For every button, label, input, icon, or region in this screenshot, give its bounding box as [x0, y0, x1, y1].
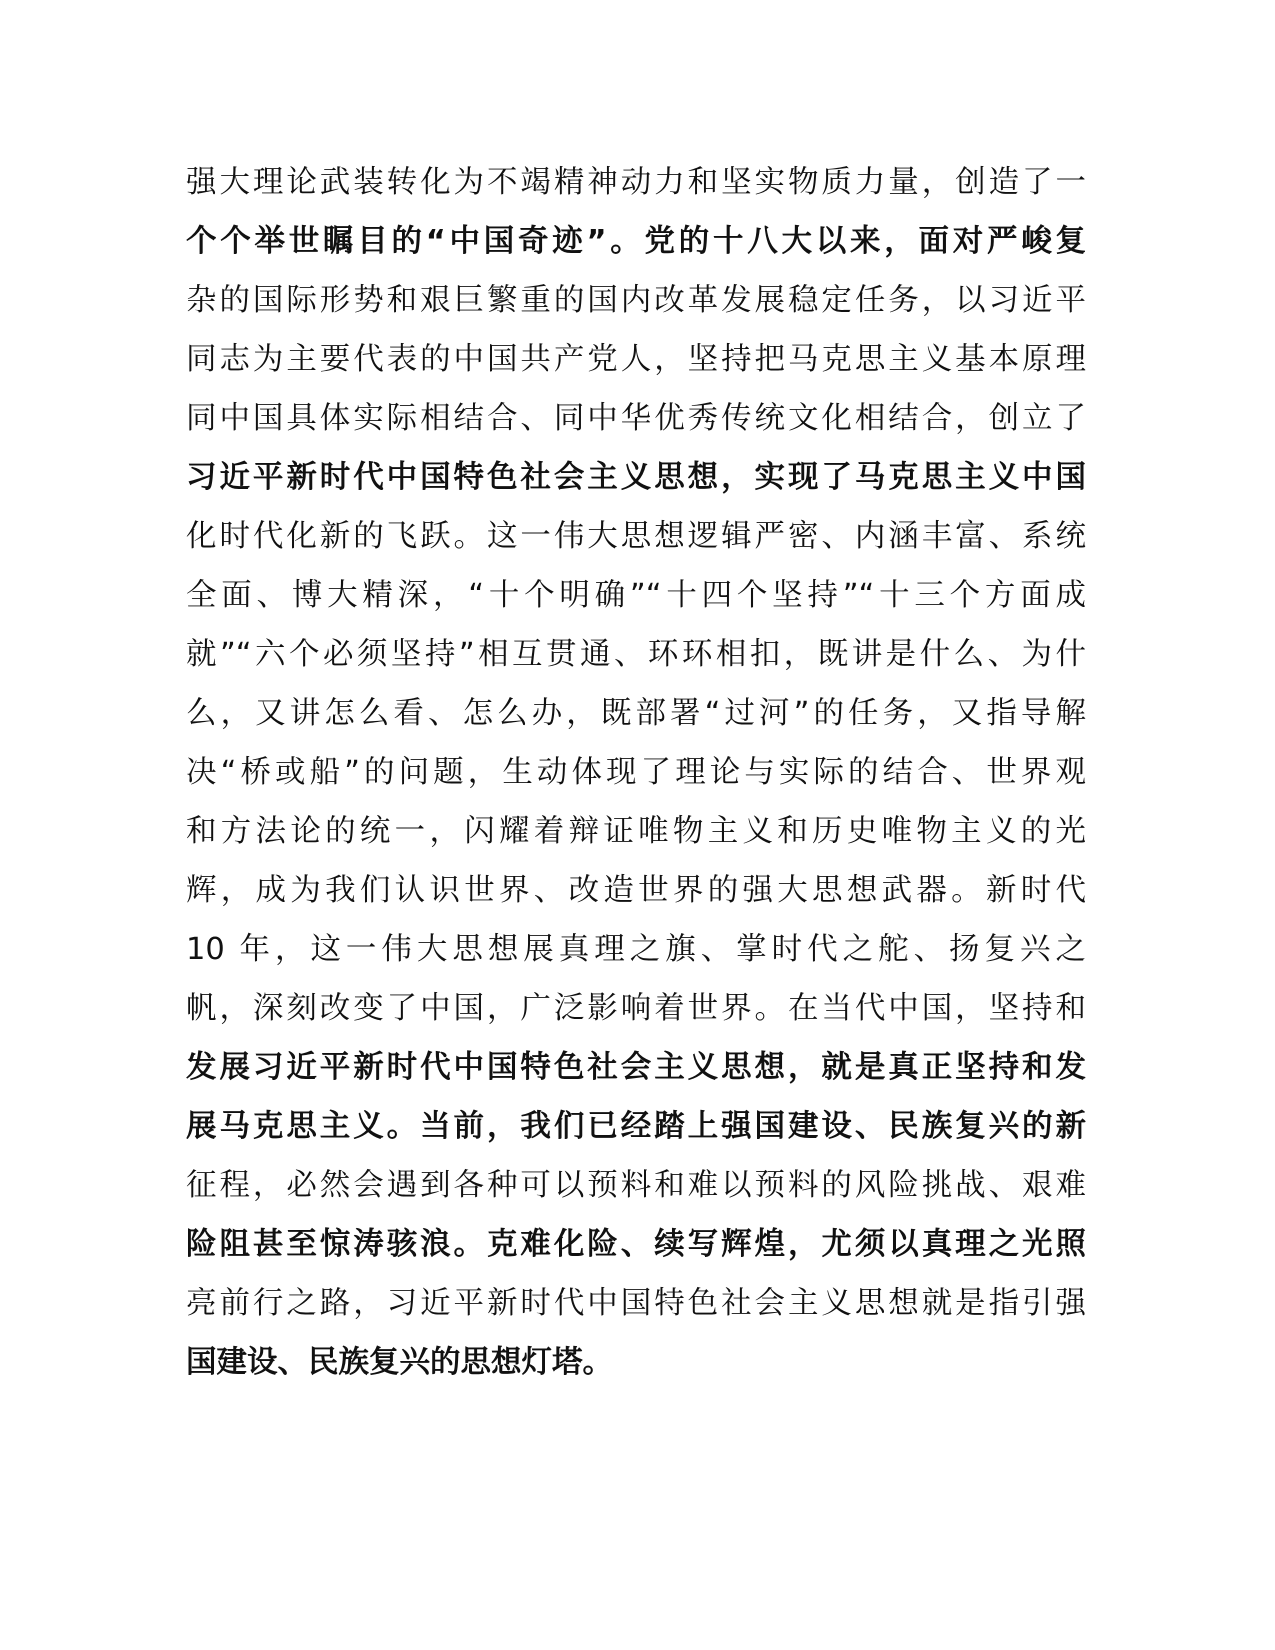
- paragraph-line: 全面、博大精深，“十个明确”“十四个坚持”“十三个方面成: [186, 578, 1086, 613]
- paragraph-line: 同志为主要代表的中国共产党人，坚持把马克思主义基本原理: [186, 342, 1086, 377]
- paragraph-line: 决“桥或船”的问题，生动体现了理论与实际的结合、世界观: [186, 755, 1086, 790]
- paragraph-line: 征程，必然会遇到各种可以预料和难以预料的风险挑战、艰难: [186, 1168, 1086, 1203]
- paragraph-line: 同中国具体实际相结合、同中华优秀传统文化相结合，创立了: [186, 401, 1086, 436]
- paragraph-line: 就”“六个必须坚持”相互贯通、环环相扣，既讲是什么、为什: [186, 637, 1086, 672]
- paragraph-line: 和方法论的统一，闪耀着辩证唯物主义和历史唯物主义的光: [186, 814, 1086, 849]
- paragraph-line: 辉，成为我们认识世界、改造世界的强大思想武器。新时代: [186, 873, 1086, 908]
- paragraph-line: 亮前行之路，习近平新时代中国特色社会主义思想就是指引强: [186, 1286, 1086, 1321]
- paragraph-line: 险阻甚至惊涛骇浪。克难化险、续写辉煌，尤须以真理之光照: [186, 1227, 1086, 1262]
- paragraph-line: 强大理论武装转化为不竭精神动力和坚实物质力量，创造了一: [186, 165, 1086, 200]
- paragraph-line: 10 年，这一伟大思想展真理之旗、掌时代之舵、扬复兴之: [186, 932, 1086, 967]
- paragraph-line: 展马克思主义。当前，我们已经踏上强国建设、民族复兴的新: [186, 1109, 1086, 1144]
- paragraph-line: 么，又讲怎么看、怎么办，既部署“过河”的任务，又指导解: [186, 696, 1086, 731]
- paragraph-line: 习近平新时代中国特色社会主义思想，实现了马克思主义中国: [186, 460, 1086, 495]
- paragraph-line: 个个举世瞩目的“中国奇迹”。党的十八大以来，面对严峻复: [186, 224, 1086, 259]
- body-paragraph: [186, 153, 1086, 1392]
- paragraph-line: 化时代化新的飞跃。这一伟大思想逻辑严密、内涵丰富、系统: [186, 519, 1086, 554]
- paragraph-line: 发展习近平新时代中国特色社会主义思想，就是真正坚持和发: [186, 1050, 1086, 1085]
- paragraph-line: 杂的国际形势和艰巨繁重的国内改革发展稳定任务，以习近平: [186, 283, 1086, 318]
- paragraph-line: 帆，深刻改变了中国，广泛影响着世界。在当代中国，坚持和: [186, 991, 1086, 1026]
- paragraph-line: 国建设、民族复兴的思想灯塔。: [186, 1345, 613, 1380]
